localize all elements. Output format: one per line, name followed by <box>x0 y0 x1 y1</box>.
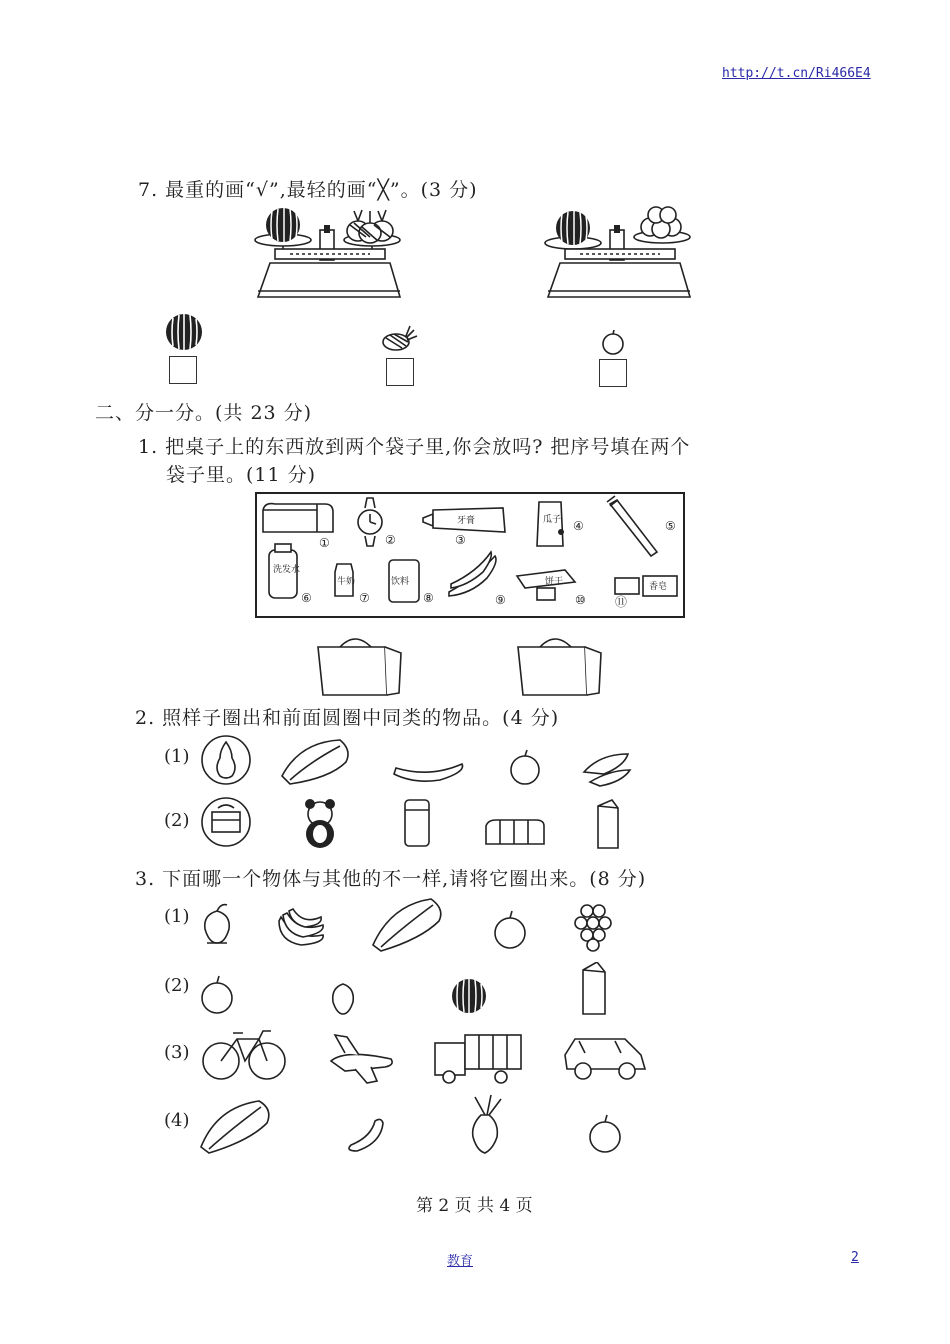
drink-can-icon <box>405 800 429 846</box>
page-info: 第 2 页 共 4 页 <box>416 1196 533 1216</box>
q2-3-row-3-label: (3) <box>164 1042 190 1063</box>
milk-carton-icon <box>598 800 618 848</box>
q2-2-row-2-items <box>200 796 650 856</box>
drink-can-icon <box>389 560 419 602</box>
apple-icon <box>511 756 539 784</box>
footer-link[interactable]: 教育 <box>447 1254 474 1269</box>
milk-bottle-icon <box>335 564 355 596</box>
cake-icon <box>212 812 240 832</box>
peas-icon <box>584 754 630 786</box>
svg-text:⑩: ⑩ <box>575 593 586 607</box>
pineapple-icon <box>380 322 420 352</box>
balance-scale-icon <box>540 205 700 305</box>
svg-text:香皂: 香皂 <box>649 582 668 592</box>
bread-icon <box>263 504 333 532</box>
q2-3-row-4-items <box>195 1093 635 1157</box>
svg-text:②: ② <box>385 533 396 547</box>
bicycle-icon <box>203 1031 285 1079</box>
watermelon-icon <box>163 312 205 352</box>
svg-text:③: ③ <box>455 533 466 547</box>
question-2-1-line-1: 1. 把桌子上的东西放到两个袋子里,你会放吗? 把序号填在两个 <box>138 436 691 458</box>
watermelon-icon <box>452 979 486 1013</box>
seeds-bag-icon <box>537 502 564 546</box>
svg-text:⑤: ⑤ <box>665 519 676 533</box>
q2-3-row-1-items <box>195 895 625 955</box>
question-7-text: 7. 最重的画“√”,最轻的画“╳”。(3 分) <box>138 179 478 201</box>
question-2-3-text: 3. 下面哪一个物体与其他的不一样,请将它圈出来。(8 分) <box>135 868 647 890</box>
bread-icon <box>486 820 544 844</box>
truck-icon <box>435 1035 521 1083</box>
apple-icon <box>600 330 626 356</box>
svg-text:饼干: 饼干 <box>545 577 564 587</box>
q2-3-row-2-items <box>195 962 625 1022</box>
soap-icon <box>615 576 677 596</box>
question-2-1-line-2: 袋子里。(11 分) <box>166 464 317 486</box>
svg-text:牛奶: 牛奶 <box>337 577 356 587</box>
apple-answer-box[interactable] <box>599 359 627 387</box>
eggplant-icon <box>349 1119 383 1151</box>
bag-icon <box>315 635 405 697</box>
milk-carton-icon <box>583 962 605 1014</box>
airplane-icon <box>331 1035 392 1083</box>
bag-icon <box>515 635 605 697</box>
q2-3-row-1-label: (1) <box>164 906 190 927</box>
header-url-link[interactable]: http://t.cn/Ri466E4 <box>722 66 871 81</box>
q2-2-row-2-label: (2) <box>164 810 190 831</box>
svg-text:牙膏: 牙膏 <box>457 516 476 526</box>
apple-icon <box>590 1122 620 1152</box>
svg-text:⑪: ⑪ <box>615 595 628 609</box>
svg-text:⑥: ⑥ <box>301 591 312 605</box>
svg-text:⑧: ⑧ <box>423 591 434 605</box>
section-2-title: 二、分一分。(共 23 分) <box>95 402 313 424</box>
panda-icon <box>305 799 335 848</box>
car-icon <box>565 1039 645 1079</box>
peach-icon <box>333 984 354 1014</box>
cucumber-icon <box>394 764 463 781</box>
q2-2-row-1-label: (1) <box>164 746 190 767</box>
svg-text:⑨: ⑨ <box>495 593 506 607</box>
shampoo-bottle-icon <box>269 544 300 598</box>
svg-text:⑦: ⑦ <box>359 591 370 605</box>
q2-2-row-1-items <box>200 732 680 792</box>
apple-icon <box>202 983 232 1013</box>
watermelon-answer-box[interactable] <box>169 356 197 384</box>
q2-3-row-4-label: (4) <box>164 1110 190 1131</box>
toothpaste-icon <box>423 508 505 532</box>
svg-text:饮料: 饮料 <box>391 577 410 587</box>
banana-icon <box>279 909 323 945</box>
svg-text:④: ④ <box>573 519 584 533</box>
question-2-2-text: 2. 照样子圈出和前面圆圈中同类的物品。(4 分) <box>135 707 560 729</box>
radish-icon <box>473 1095 501 1153</box>
q2-3-row-3-items <box>195 1025 655 1085</box>
svg-text:洗发水: 洗发水 <box>273 565 301 575</box>
item-number: ① <box>319 536 330 550</box>
apple-icon <box>495 918 525 948</box>
page-number-link[interactable]: 2 <box>851 1250 859 1265</box>
svg-text:瓜子: 瓜子 <box>543 515 562 525</box>
pineapple-answer-box[interactable] <box>386 358 414 386</box>
peach-icon <box>205 911 230 943</box>
balance-scale-icon <box>250 205 410 305</box>
q2-3-row-2-label: (2) <box>164 975 190 996</box>
table-items-panel <box>255 492 685 618</box>
grapes-icon <box>575 905 611 951</box>
